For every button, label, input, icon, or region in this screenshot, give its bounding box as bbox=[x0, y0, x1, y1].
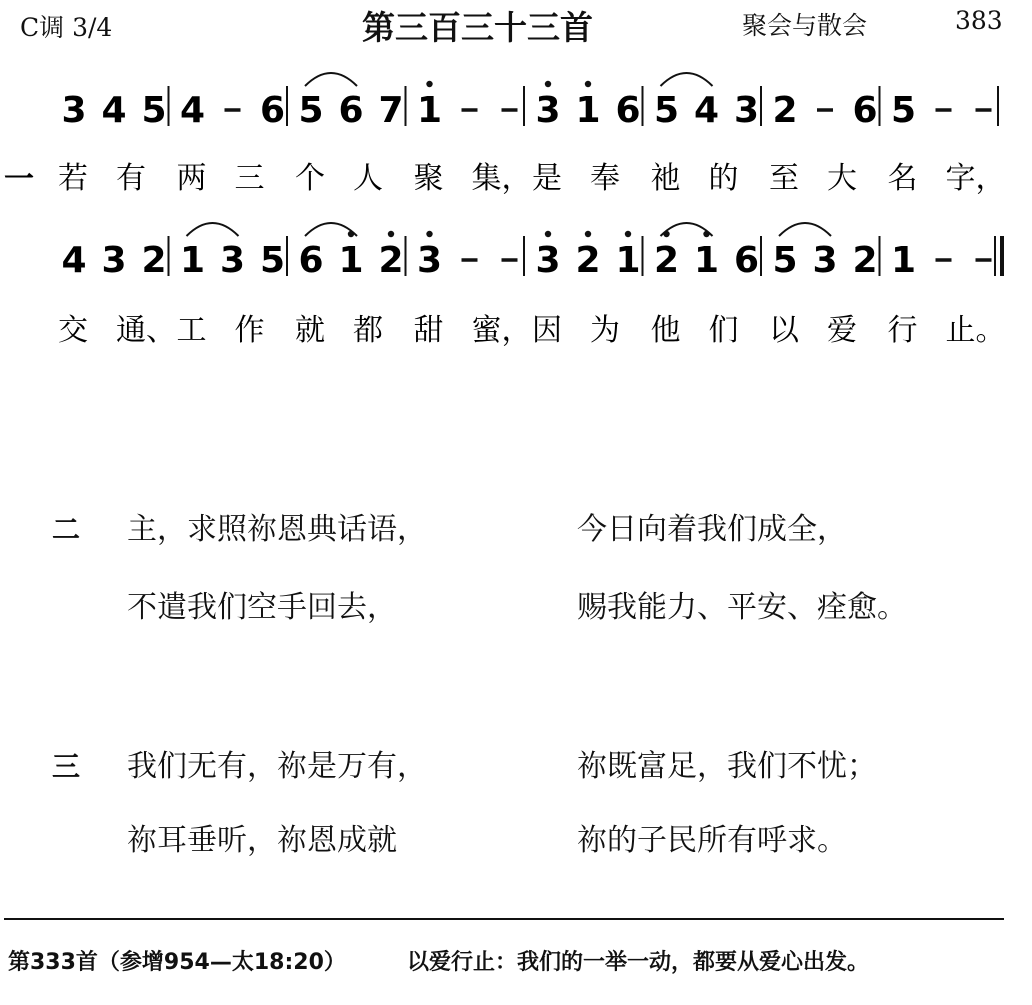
slur-arc bbox=[779, 223, 831, 236]
note: 1 bbox=[575, 90, 601, 131]
lyric-syllable: 以 bbox=[769, 313, 799, 348]
note: 6 bbox=[615, 90, 641, 131]
note: 2 bbox=[141, 240, 167, 281]
note: 3 bbox=[535, 90, 561, 131]
verse-line-right: 今日向着我们成全， bbox=[577, 512, 847, 547]
note: 3 bbox=[101, 240, 127, 281]
note: 2 bbox=[772, 90, 798, 131]
note: 5 bbox=[298, 90, 324, 131]
verse-line-left: 主，求照祢恩典话语， bbox=[127, 512, 427, 547]
note: 5 bbox=[890, 90, 917, 131]
lyric-syllable: 交 bbox=[58, 313, 88, 348]
lyric-syllable: 聚 bbox=[413, 161, 444, 196]
note: 5 bbox=[653, 90, 680, 131]
note: 1 bbox=[179, 240, 206, 281]
octave-dot bbox=[625, 231, 631, 237]
verse-number: 二 bbox=[52, 513, 81, 546]
note: 3 bbox=[61, 90, 87, 131]
verse-line-left: 不遣我们空手回去， bbox=[127, 590, 397, 625]
lyric-syllable: 有 bbox=[116, 161, 146, 196]
note: 1 bbox=[615, 240, 641, 281]
note: 1 bbox=[416, 90, 443, 131]
octave-dot bbox=[545, 81, 551, 87]
lyric-syllable: 祂 bbox=[650, 161, 681, 196]
note: 4 bbox=[179, 90, 206, 131]
hymn-category: 聚会与散会 bbox=[742, 11, 868, 40]
lyric-syllable: 爱 bbox=[827, 313, 857, 348]
note: 6 bbox=[338, 90, 364, 131]
verse-line-left: 祢耳垂听，祢恩成就 bbox=[127, 823, 397, 858]
verse-number: 三 bbox=[52, 750, 81, 783]
lyric-syllable: 甜 bbox=[413, 313, 444, 348]
lyric-syllable: 人 bbox=[353, 161, 383, 196]
slur-arc bbox=[187, 223, 239, 236]
lyric-syllable: 都 bbox=[353, 313, 383, 348]
lyric-syllable: 若 bbox=[58, 161, 88, 196]
lyric-syllable: 奉 bbox=[590, 161, 620, 196]
octave-dot bbox=[585, 231, 591, 237]
hymn-title: 第三百三十三首 bbox=[362, 8, 593, 47]
note: 1 bbox=[693, 240, 720, 281]
verse-label: 一 bbox=[4, 162, 34, 197]
lyric-syllable: 蜜， bbox=[471, 313, 532, 348]
lyric-syllable: 名 bbox=[887, 161, 918, 196]
octave-dot bbox=[585, 81, 591, 87]
verse-line-right: 祢既富足，我们不忧； bbox=[577, 749, 877, 784]
lyric-syllable: 就 bbox=[295, 313, 325, 348]
note: 6 bbox=[852, 90, 878, 131]
octave-dot bbox=[388, 231, 394, 237]
note: 6 bbox=[733, 240, 760, 281]
lyric-syllable: 通、 bbox=[116, 313, 176, 348]
key-signature: C调 3/4 bbox=[20, 13, 113, 42]
lyric-syllable: 为 bbox=[590, 313, 620, 348]
music-score bbox=[0, 0, 1032, 380]
note: 2 bbox=[575, 240, 601, 281]
verse-line-right: 赐我能力、平安、痊愈。 bbox=[577, 590, 907, 625]
lyric-syllable: 两 bbox=[176, 161, 207, 196]
note: 3 bbox=[535, 240, 561, 281]
verse-line-right: 祢的子民所有呼求。 bbox=[577, 823, 847, 858]
note: 6 bbox=[298, 240, 324, 281]
footer-divider bbox=[4, 918, 1004, 920]
note: 3 bbox=[733, 90, 760, 131]
slur-arc bbox=[305, 73, 357, 86]
note: 3 bbox=[812, 240, 838, 281]
note: 2 bbox=[852, 240, 878, 281]
note: 7 bbox=[378, 90, 404, 131]
footer-reference: 第333首（参增954—太18:20） bbox=[8, 950, 346, 975]
octave-dot bbox=[426, 81, 432, 87]
lyric-syllable: 行 bbox=[887, 313, 918, 348]
lyric-syllable: 大 bbox=[827, 161, 857, 196]
note: 1 bbox=[890, 240, 917, 281]
lyric-syllable: 因 bbox=[532, 313, 562, 348]
note: 5 bbox=[141, 90, 167, 131]
note: 5 bbox=[259, 240, 286, 281]
octave-dot bbox=[426, 231, 432, 237]
lyric-syllable: 们 bbox=[708, 313, 739, 348]
note: 4 bbox=[693, 90, 720, 131]
footer-note: 以爱行止：我们的一举一动，都要从爱心出发。 bbox=[407, 950, 870, 975]
lyric-syllable: 至 bbox=[769, 161, 799, 196]
verse-line-left: 我们无有，祢是万有， bbox=[127, 749, 427, 784]
note: 3 bbox=[219, 240, 246, 281]
lyric-syllable: 字， bbox=[945, 161, 1006, 196]
lyric-syllable: 作 bbox=[234, 313, 265, 348]
note: 4 bbox=[61, 240, 87, 281]
lyric-syllable: 三 bbox=[234, 161, 265, 196]
note: 3 bbox=[416, 240, 443, 281]
page-number: 383 bbox=[955, 6, 1003, 35]
note: 6 bbox=[259, 90, 286, 131]
lyric-syllable: 集， bbox=[471, 161, 532, 196]
lyric-syllable: 他 bbox=[650, 313, 681, 348]
slur-arc bbox=[661, 73, 713, 86]
note: 1 bbox=[338, 240, 364, 281]
note: 5 bbox=[772, 240, 798, 281]
note: 4 bbox=[101, 90, 127, 131]
note: 2 bbox=[378, 240, 404, 281]
lyric-syllable: 的 bbox=[708, 161, 739, 196]
lyric-syllable: 工 bbox=[176, 313, 207, 348]
octave-dot bbox=[545, 231, 551, 237]
lyric-syllable: 个 bbox=[295, 161, 325, 196]
lyric-syllable: 止。 bbox=[945, 313, 1006, 348]
note: 2 bbox=[653, 240, 680, 281]
lyric-syllable: 是 bbox=[532, 161, 562, 196]
